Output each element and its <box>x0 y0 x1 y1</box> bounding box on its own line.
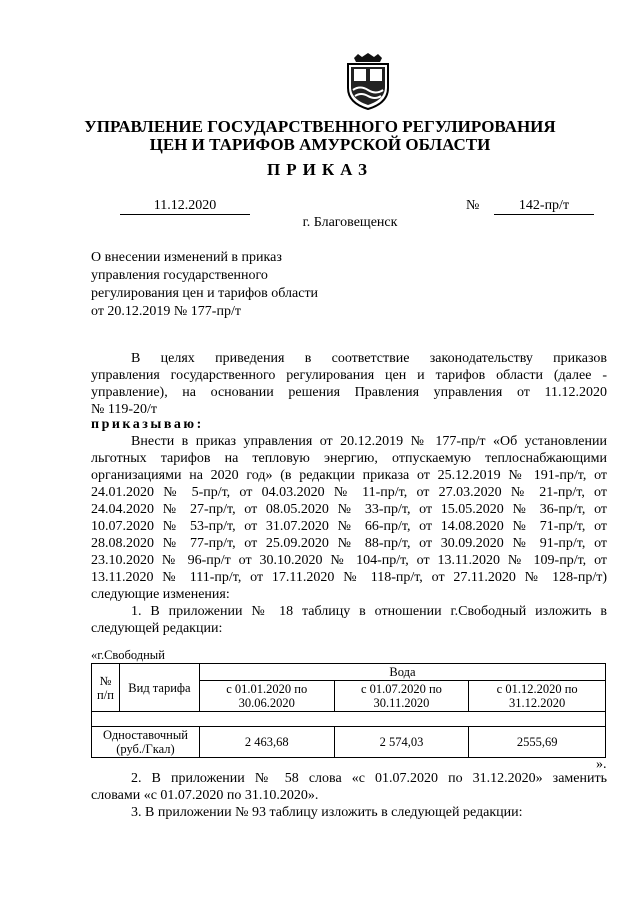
order-body <box>91 416 607 637</box>
item3-line: 3. В приложении № 93 таблицу изложить в следующей редакции: <box>131 805 523 820</box>
coat-of-arms-icon <box>344 52 392 110</box>
preamble-line: № 119-20/т <box>91 402 158 417</box>
empty-row <box>92 712 606 727</box>
subject-line: от 20.12.2019 № 177-пр/т <box>91 304 241 319</box>
org-name-line2: ЦЕН И ТАРИФОВ АМУРСКОЙ ОБЛАСТИ <box>149 135 491 154</box>
item2-line: 2. В приложении № 58 слова «с 01.07.2020 по 31.12.2020» заменить <box>131 771 607 786</box>
item1-line: 13.11.2020 № 111-пр/т, от 17.11.2020 № 118-пр/т, от 27.11.2020 № 128-пр/т) <box>91 570 607 585</box>
header-period: с 01.07.2020 по 30.11.2020 <box>334 681 469 712</box>
header-period: с 01.01.2020 по 30.06.2020 <box>199 681 334 712</box>
header-group: Вода <box>199 664 605 681</box>
item1-line: 1. В приложении № 18 таблицу в отношении г.Свободный изложить в <box>131 604 607 619</box>
quote-end: ». <box>596 757 607 772</box>
preamble-line: управление), на основании решения Правления управления от 11.12.2020 <box>91 385 607 400</box>
item2-line: словами «с 01.07.2020 по 31.10.2020». <box>91 788 319 803</box>
item1-line: 23.10.2020 № 96-пр/т от 30.10.2020 № 104-пр/т, от 13.11.2020 № 109-пр/т, от <box>91 553 607 568</box>
document-date: 11.12.2020 <box>120 198 250 215</box>
number-label: № <box>466 198 480 213</box>
item1-line: следующие изменения: <box>91 587 230 602</box>
tariff-value: 2 574,03 <box>334 727 469 758</box>
item1-line: Внести в приказ управления от 20.12.2019 № 177-пр/т «Об установлении <box>131 434 607 449</box>
preamble-line: управления государственного регулирования цен и тарифов области (далее - <box>91 368 607 383</box>
item1-line: 10.07.2020 № 53-пр/т, от 31.07.2020 № 66-пр/т, от 14.08.2020 № 71-пр/т, от <box>91 519 607 534</box>
tariff-table <box>91 663 606 758</box>
subject-line: управления государственного <box>91 268 268 283</box>
row-type: Одноставочный (руб./Гкал) <box>92 727 200 758</box>
subject-line: О внесении изменений в приказ <box>91 250 282 265</box>
prikazyvayu-label: приказываю: <box>91 417 204 432</box>
item1-line: льготных тарифов на тепловую энергию, отпускаемую теплоснабжающими <box>91 451 607 466</box>
table-row <box>92 712 606 727</box>
preamble-line: В целях приведения в соответствие законодательству приказов <box>131 351 607 366</box>
header-num: № п/п <box>92 664 120 712</box>
item1-line: 24.04.2020 № 27-пр/т, от 08.05.2020 № 33-пр/т, от 15.05.2020 № 36-пр/т, от <box>91 502 607 517</box>
document-number: 142-пр/т <box>494 198 594 215</box>
items-2-3 <box>91 770 607 821</box>
item1-line: 24.01.2020 № 5-пр/т, от 04.03.2020 № 11-пр/т, от 27.03.2020 № 21-пр/т, от <box>91 485 607 500</box>
table-row <box>92 664 606 681</box>
preamble <box>91 350 607 418</box>
subject-block <box>91 249 351 321</box>
table-row <box>92 727 606 758</box>
subject-line: регулирования цен и тарифов области <box>91 286 319 301</box>
item1-line: организациями на 2020 год» (в редакции приказа от 25.12.2019 № 191-пр/т, от <box>91 468 607 483</box>
item1-line: следующей редакции: <box>91 621 223 636</box>
tariff-value: 2 463,68 <box>199 727 334 758</box>
tariff-value: 2555,69 <box>469 727 606 758</box>
city: г. Благовещенск <box>302 215 398 230</box>
document-type: ПРИКАЗ <box>267 160 373 179</box>
header-period: с 01.12.2020 по 31.12.2020 <box>469 681 606 712</box>
item1-line: 28.08.2020 № 77-пр/т, от 25.09.2020 № 88-пр/т, от 30.09.2020 № 91-пр/т, от <box>91 536 607 551</box>
table-label: «г.Свободный <box>91 648 165 662</box>
org-name-line1: УПРАВЛЕНИЕ ГОСУДАРСТВЕННОГО РЕГУЛИРОВАНИЯ <box>84 117 556 136</box>
header-type: Вид тарифа <box>119 664 199 712</box>
